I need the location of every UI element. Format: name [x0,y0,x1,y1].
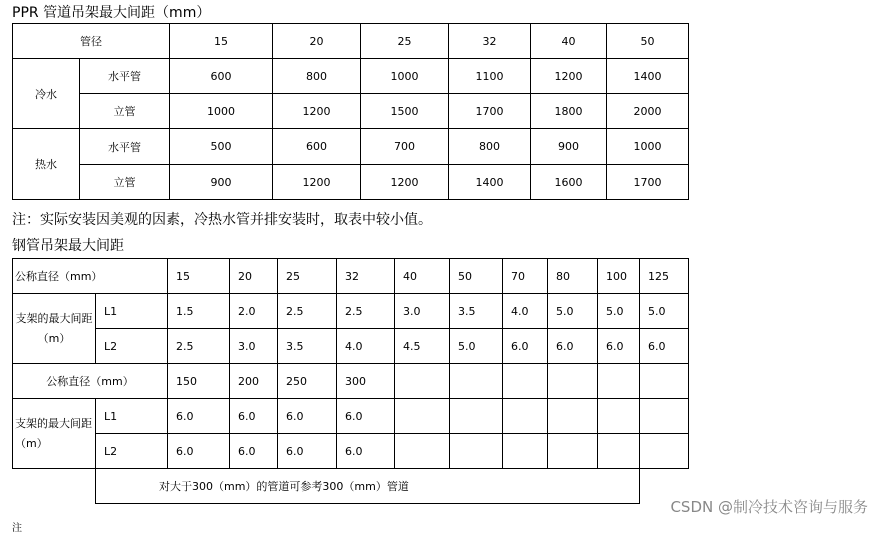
ppr-value-cell: 1200 [273,165,361,200]
steel-l2-row [13,329,689,364]
ppr-header-label: 管径 [13,24,170,59]
ppr-value-cell: 1400 [449,165,531,200]
empty-cell [548,399,598,434]
steel-size-cell: 25 [278,259,337,294]
ppr-value-cell: 1800 [531,94,607,129]
ppr-row [13,59,689,94]
steel-spacing-label: 支架的最大间距（m） [13,294,96,364]
empty-cell [450,399,503,434]
steel-value-cell: 5.0 [450,329,503,364]
steel-l1-row-2 [13,399,689,434]
steel-value-cell: 6.0 [337,434,395,469]
steel-value-cell: 2.5 [337,294,395,329]
steel-value-cell: 6.0 [503,329,548,364]
steel-value-cell: 2.5 [168,329,230,364]
steel-value-cell: 4.0 [337,329,395,364]
steel-size-cell: 125 [640,259,689,294]
ppr-value-cell: 1200 [531,59,607,94]
ppr-value-cell: 800 [273,59,361,94]
steel-spacing-label-2: 支架的最大间距（m） [13,399,96,469]
ppr-row [13,94,689,129]
steel-value-cell: 6.0 [230,399,278,434]
steel-size-cell: 70 [503,259,548,294]
empty-cell [503,364,548,399]
empty-cell [598,399,640,434]
steel-value-cell: 5.0 [640,294,689,329]
steel-footnote-row [13,469,689,504]
steel-size2-cell: 200 [230,364,278,399]
ppr-row-label: 水平管 [80,129,170,165]
steel-size-cell: 50 [450,259,503,294]
steel-value-cell: 3.0 [230,329,278,364]
ppr-row-label: 水平管 [80,59,170,94]
steel-value-cell: 5.0 [598,294,640,329]
ppr-value-cell: 1600 [531,165,607,200]
steel-size2-cell: 300 [337,364,395,399]
steel-value-cell: 4.0 [503,294,548,329]
steel-size-cell: 80 [548,259,598,294]
steel-size-cell: 40 [395,259,450,294]
steel-value-cell: 3.0 [395,294,450,329]
ppr-group-hot-label: 热水 [13,129,80,200]
ppr-group-cold-label: 冷水 [13,59,80,129]
steel-spacing-table [12,258,689,504]
csdn-watermark: CSDN @制冷技术咨询与服务 [670,498,868,516]
empty-cell [395,399,450,434]
steel-value-cell: 6.0 [168,434,230,469]
steel-value-cell: 6.0 [168,399,230,434]
ppr-value-cell: 1500 [361,94,449,129]
steel-value-cell: 5.0 [548,294,598,329]
ppr-value-cell: 1000 [361,59,449,94]
ppr-note: 注：实际安装因美观的因素，冷热水管并排安装时，取表中较小值。 [12,212,432,228]
steel-value-cell: 1.5 [168,294,230,329]
steel-value-cell: 4.5 [395,329,450,364]
steel-value-cell: 6.0 [278,399,337,434]
steel-size2-cell: 150 [168,364,230,399]
steel-header-label: 公称直径（mm） [13,259,168,294]
ppr-size-cell: 20 [273,24,361,59]
ppr-table-title: PPR 管道吊架最大间距（mm） [12,5,211,21]
ppr-header-row [13,24,689,59]
ppr-size-cell: 15 [170,24,273,59]
ppr-value-cell: 1700 [449,94,531,129]
steel-header-row [13,259,689,294]
ppr-value-cell: 900 [531,129,607,165]
steel-value-cell: 6.0 [548,329,598,364]
steel-l1-row [13,294,689,329]
steel-value-cell: 6.0 [640,329,689,364]
steel-header2-label: 公称直径（mm） [13,364,168,399]
steel-value-cell: 6.0 [278,434,337,469]
empty-cell [503,434,548,469]
ppr-value-cell: 900 [170,165,273,200]
steel-size-cell: 100 [598,259,640,294]
ppr-row [13,129,689,165]
ppr-row-label: 立管 [80,94,170,129]
empty-cell [13,469,96,504]
ppr-size-cell: 32 [449,24,531,59]
empty-cell [640,434,689,469]
empty-cell [450,364,503,399]
ppr-value-cell: 1400 [607,59,689,94]
ppr-value-cell: 700 [361,129,449,165]
steel-value-cell: 2.0 [230,294,278,329]
ppr-value-cell: 1200 [273,94,361,129]
steel-l2-label: L2 [96,329,168,364]
steel-value-cell: 2.5 [278,294,337,329]
ppr-value-cell: 1100 [449,59,531,94]
steel-value-cell: 6.0 [337,399,395,434]
ppr-size-cell: 50 [607,24,689,59]
ppr-value-cell: 1200 [361,165,449,200]
empty-cell [395,364,450,399]
steel-size-cell: 32 [337,259,395,294]
ppr-value-cell: 500 [170,129,273,165]
steel-footnote: 对大于300（mm）的管道可参考300（mm）管道 [96,469,640,504]
ppr-value-cell: 600 [170,59,273,94]
steel-value-cell: 6.0 [598,329,640,364]
empty-cell [450,434,503,469]
empty-cell [640,364,689,399]
steel-size-cell: 15 [168,259,230,294]
steel-value-cell: 3.5 [450,294,503,329]
empty-cell [598,364,640,399]
empty-cell [548,364,598,399]
ppr-size-cell: 25 [361,24,449,59]
ppr-value-cell: 1000 [607,129,689,165]
steel-l2-row-2 [13,434,689,469]
empty-cell [503,399,548,434]
ppr-row [13,165,689,200]
steel-size-cell: 20 [230,259,278,294]
ppr-spacing-table [12,23,689,200]
stray-char: 注 [12,523,22,534]
ppr-value-cell: 2000 [607,94,689,129]
steel-table-title: 钢管吊架最大间距 [12,238,124,254]
ppr-size-cell: 40 [531,24,607,59]
empty-cell [548,434,598,469]
empty-cell [598,434,640,469]
empty-cell [395,434,450,469]
empty-cell [640,399,689,434]
steel-value-cell: 3.5 [278,329,337,364]
steel-l1-label: L1 [96,294,168,329]
ppr-value-cell: 1700 [607,165,689,200]
steel-header2-row [13,364,689,399]
steel-value-cell: 6.0 [230,434,278,469]
ppr-row-label: 立管 [80,165,170,200]
ppr-value-cell: 1000 [170,94,273,129]
steel-l1-label: L1 [96,399,168,434]
steel-size2-cell: 250 [278,364,337,399]
steel-l2-label: L2 [96,434,168,469]
ppr-value-cell: 800 [449,129,531,165]
ppr-value-cell: 600 [273,129,361,165]
